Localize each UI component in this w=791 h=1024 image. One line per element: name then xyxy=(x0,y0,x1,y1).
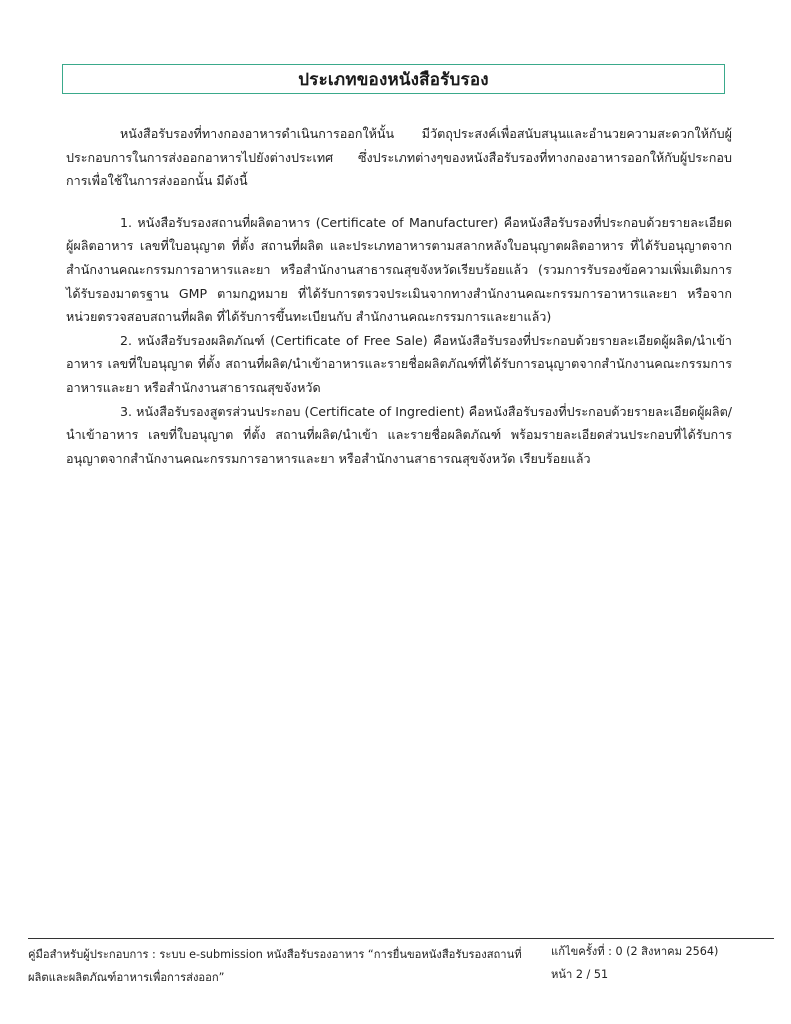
section-title: ประเภทของหนังสือรับรอง xyxy=(298,69,489,90)
footer-divider xyxy=(28,938,774,939)
footer-manual-line-1: คู่มือสำหรับผู้ประกอบการ : ระบบ e-submission หนังสือรับรองอาหาร “การยื่นขอหนังสือรับรองสถานที่ xyxy=(28,948,522,961)
footer-page-number: หน้า 2 / 51 xyxy=(551,968,609,981)
list-item-certificate-of-ingredient: 3. หนังสือรับรองสูตรส่วนประกอบ (Certificate of Ingredient) คือหนังสือรับรองที่ประกอบด้วยรายละเอียดผู้ผลิต/นำเข้าอาหาร เลขที่ใบอนุญาต ที่ตั้ง สถานที่ผลิต/นำเข้า และรายชื่อผลิตภัณฑ์ พร้อมรายละเอียดส่วนประกอบที่ได้รับการอนุญาตจากสำนักงานคณะกรรมการอาหารและยา หรือสำนักงานสาธารณสุขจังหวัด เรียบร้อยแล้ว xyxy=(66,403,732,466)
list-item-certificate-of-manufacturer: 1. หนังสือรับรองสถานที่ผลิตอาหาร (Certificate of Manufacturer) คือหนังสือรับรองที่ประกอบด้วยรายละเอียดผู้ผลิตอาหาร เลขที่ใบอนุญาต ที่ตั้ง สถานที่ผลิต และประเภทอาหารตามสลากหลังใบอนุญาตผลิตอาหาร ที่ได้รับอนุญาตจากสำนักงานคณะกรรมการอาหารและยา หรือสำนักงานสาธารณสุขจังหวัดเรียบร้อยแล้ว (รวมการรับรองข้อความเพิ่มเติมการได้รับรองมาตรฐาน GMP ตามกฎหมาย ที่ได้รับการตรวจประเมินจากทางสำนักงานคณะกรรมการอาหารและยา หรือจากหน่วยตรวจสอบสถานที่ผลิต ที่ได้รับการขึ้นทะเบียนกับ สำนักงานคณะกรรมการและยาแล้ว) xyxy=(66,214,732,325)
document-body xyxy=(66,122,732,470)
list-item-certificate-of-free-sale: 2. หนังสือรับรองผลิตภัณฑ์ (Certificate of Free Sale) คือหนังสือรับรองที่ประกอบด้วยรายละเอียดผู้ผลิต/นำเข้าอาหาร เลขที่ใบอนุญาต ที่ตั้ง สถานที่ผลิต/นำเข้าอาหารและรายชื่อผลิตภัณฑ์ที่ได้รับการอนุญาตจากสำนักงานคณะกรรมการอาหารและยา หรือสำนักงานสาธารณสุขจังหวัด xyxy=(66,332,732,395)
footer-meta xyxy=(551,940,771,986)
section-title-bar xyxy=(62,64,725,94)
footer-revision: แก้ไขครั้งที่ : 0 (2 สิงหาคม 2564) xyxy=(551,945,719,958)
footer-manual-line-2: ผลิตและผลิตภัณฑ์อาหารเพื่อการส่งออก” xyxy=(28,971,225,984)
footer-manual-title xyxy=(28,943,538,989)
intro-paragraph: หนังสือรับรองที่ทางกองอาหารดำเนินการออกให้นั้น มีวัตถุประสงค์เพื่อสนับสนุนและอำนวยความสะดวกให้กับผู้ประกอบการในการส่งออกอาหารไปยังต่างประเทศ ซึ่งประเภทต่างๆของหนังสือรับรองที่ทางกองอาหารออกให้กับผู้ประกอบการเพื่อใช้ในการส่งออกนั้น มีดังนี้ xyxy=(66,126,732,189)
